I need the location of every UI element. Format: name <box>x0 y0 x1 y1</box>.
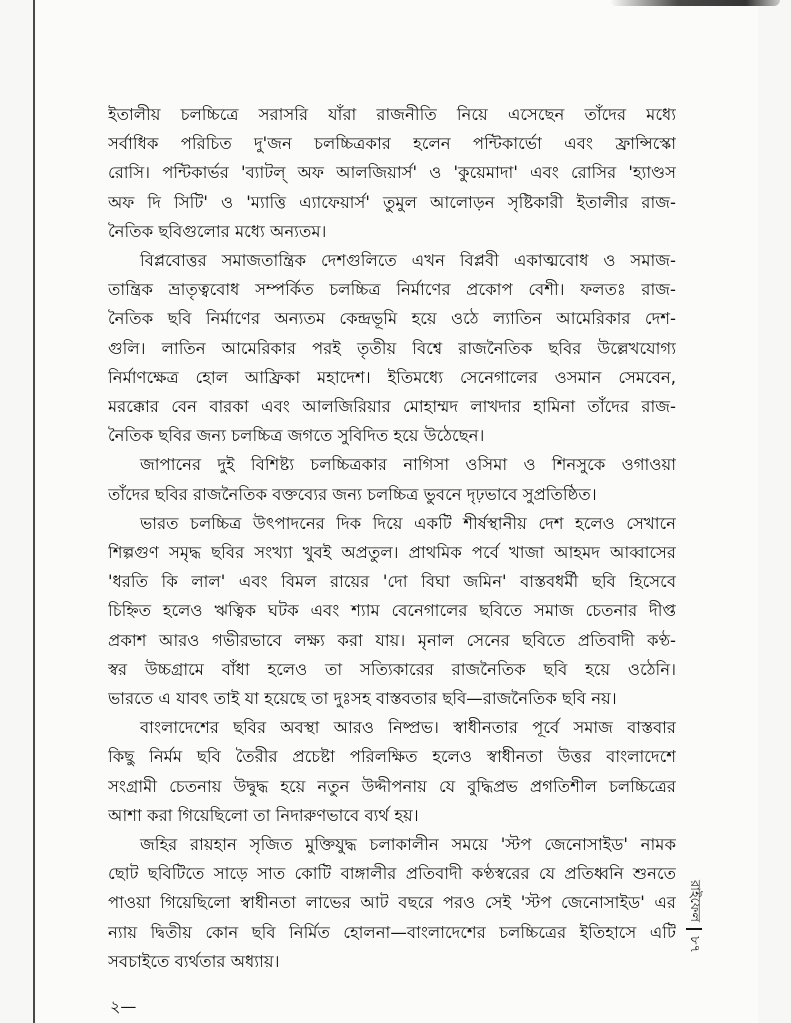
text-line: জহির রায়হান সৃজিত মুক্তিযুদ্ধ চলাকালীন সময়ে 'স্টপ জেনোসাইড' নামক <box>140 835 676 855</box>
text-line: প্রকাশ আরও গভীরভাবে লক্ষ্য করা যায়। মৃনাল সেনের ছবিতে প্রতিবাদী কণ্ঠ- <box>108 630 676 650</box>
text-line: মরক্কোর বেন বারকা এবং আলজিরিয়ার মোহাম্মদ লাখদার হামিনা তাঁদের রাজ- <box>108 397 676 417</box>
text-line: নৈতিক ছবিগুলোর মধ্যে অন্যতম। <box>108 221 327 241</box>
text-line: ছোট ছবিটিতে সাড়ে সাত কোটি বাঙ্গালীর প্রতিবাদী কণ্ঠস্বরের যে প্রতিধ্বনি শুনতে <box>108 864 676 884</box>
text-line: অফ দি সিটি' ও 'ম্যাত্তি এ্যাফেয়ার্স' তুমুল আলোড়ন সৃষ্টিকারী ইতালীর রাজ- <box>108 192 676 212</box>
page-number: ৮৭ <box>687 936 703 953</box>
body-text <box>108 100 676 976</box>
text-line: পাওয়া গিয়েছিলো স্বাধীনতা লাভের আট বছরে পরও সেই 'স্টপ জেনোসাইড' এর <box>108 893 676 913</box>
text-line: গুলি। লাতিন আমেরিকার পরই তৃতীয় বিশ্বে রাজনৈতিক ছবির উল্লেখযোগ্য <box>108 338 676 358</box>
text-line: সবচাইতে ব্যর্থতার অধ্যায়। <box>108 951 280 971</box>
text-line: তাঁদের ছবির রাজনৈতিক বক্তব্যের জন্য চলচ্চিত্র ভুবনে দৃঢ়ভাবে সুপ্রতিষ্ঠিত। <box>108 484 597 504</box>
paragraph <box>108 246 676 450</box>
paragraph <box>108 713 676 830</box>
text-line: সংগ্রামী চেতনায় উদ্বুদ্ধ হয়ে নতুন উদ্দীপনায় যে বুদ্ধিপ্রভ প্রগতিশীল চলচ্চিত্রের <box>108 776 676 796</box>
text-line: তান্ত্রিক ভ্রাতৃত্ববোধ সম্পর্কিত চলচ্চিত্র নির্মাণের প্রকোপ বেশী। ফলতঃ রাজ- <box>108 280 676 300</box>
text-line: বাংলাদেশের ছবির অবস্থা আরও নিষ্প্রভ। স্বাধীনতার পূর্বে সমাজ বাস্তবার <box>140 718 676 738</box>
running-head-title: রাইফেল <box>687 880 703 923</box>
header-separator <box>686 928 702 930</box>
text-line: জাপানের দুই বিশিষ্ট্য চলচ্চিত্রকার নাগিসা ওসিমা ও শিনসুকে ওগাওয়া <box>140 455 676 475</box>
running-header <box>683 880 705 980</box>
text-line: কিছু নির্মম ছবি তৈরীর প্রচেষ্টা পরিলক্ষিত হলেও স্বাধীনতা উত্তর বাংলাদেশে <box>108 747 676 767</box>
text-line: 'ধরতি কি লাল' এবং বিমল রায়ের 'দো বিঘা জমিন' বাস্তবধর্মী ছবি হিসেবে <box>108 572 676 592</box>
text-line: আশা করা গিয়েছিলো তা নিদারুণভাবে ব্যর্থ হয়। <box>108 805 419 825</box>
text-line: ভারত চলচ্চিত্র উৎপাদনের দিক দিয়ে একটি শীর্ষস্থানীয় দেশ হলেও সেখানে <box>140 513 676 533</box>
signature-mark: ২— <box>110 997 137 1016</box>
text-line: নৈতিক ছবির জন্য চলচ্চিত্র জগতে সুবিদিত হয়ে উঠেছেন। <box>108 426 485 446</box>
text-line: ভারতে এ যাবৎ তাই যা হয়েছে তা দুঃসহ বাস্তবতার ছবি—রাজনৈতিক ছবি নয়। <box>108 689 617 709</box>
text-line: নির্মাণক্ষেত্র হোল আফ্রিকা মহাদেশ। ইতিমধ্যে সেনেগালের ওসমান সেমবেন, <box>108 367 676 387</box>
text-line: সর্বাধিক পরিচিত দু'জন চলচ্চিত্রকার হলেন পন্টিকার্ভো এবং ফ্রান্সিস্কো <box>108 134 676 154</box>
text-line: বিপ্লবোত্তর সমাজতান্ত্রিক দেশগুলিতে এখন বিপ্লবী একাত্মবোধ ও সমাজ- <box>140 251 676 271</box>
paragraph <box>108 509 676 713</box>
text-line: নৈতিক ছবি নির্মাণের অন্যতম কেন্দ্রভূমি হয়ে ওঠে ল্যাতিন আমেরিকার দেশ- <box>108 309 676 329</box>
page-binding-edge <box>33 0 35 1023</box>
paragraph <box>108 100 676 246</box>
paragraph <box>108 830 676 976</box>
text-line: চিহ্নিত হলেও ঋত্বিক ঘটক এবং শ্যাম বেনেগালের ছবিতে সমাজ চেতনার দীপ্ত <box>108 601 676 621</box>
text-line: স্বর উচ্চগ্রামে বাঁধা হলেও তা সত্যিকারের রাজনৈতিক ছবি হয়ে ওঠেনি। <box>108 659 676 679</box>
text-line: শিল্পগুণ সমৃদ্ধ ছবির সংখ্যা খুবই অপ্রতুল। প্রাথমিক পর্বে খাজা আহমদ আব্বাসের <box>108 543 676 563</box>
text-line: রোসি। পন্টিকার্ভর 'ব্যাটল্ অফ আলজিয়ার্স' ও 'কুয়েমাদা' এবং রোসির 'হ্যাণ্ডস <box>108 163 676 183</box>
text-line: ইতালীয় চলচ্চিত্রে সরাসরি যাঁরা রাজনীতি নিয়ে এসেছেন তাঁদের মধ্যে <box>108 105 676 124</box>
scan-shadow <box>610 0 780 6</box>
paragraph <box>108 450 676 508</box>
text-line: ন্যায় দ্বিতীয় কোন ছবি নির্মিত হোলনা—বাংলাদেশের চলচ্চিত্রের ইতিহাসে এটি <box>108 922 676 942</box>
